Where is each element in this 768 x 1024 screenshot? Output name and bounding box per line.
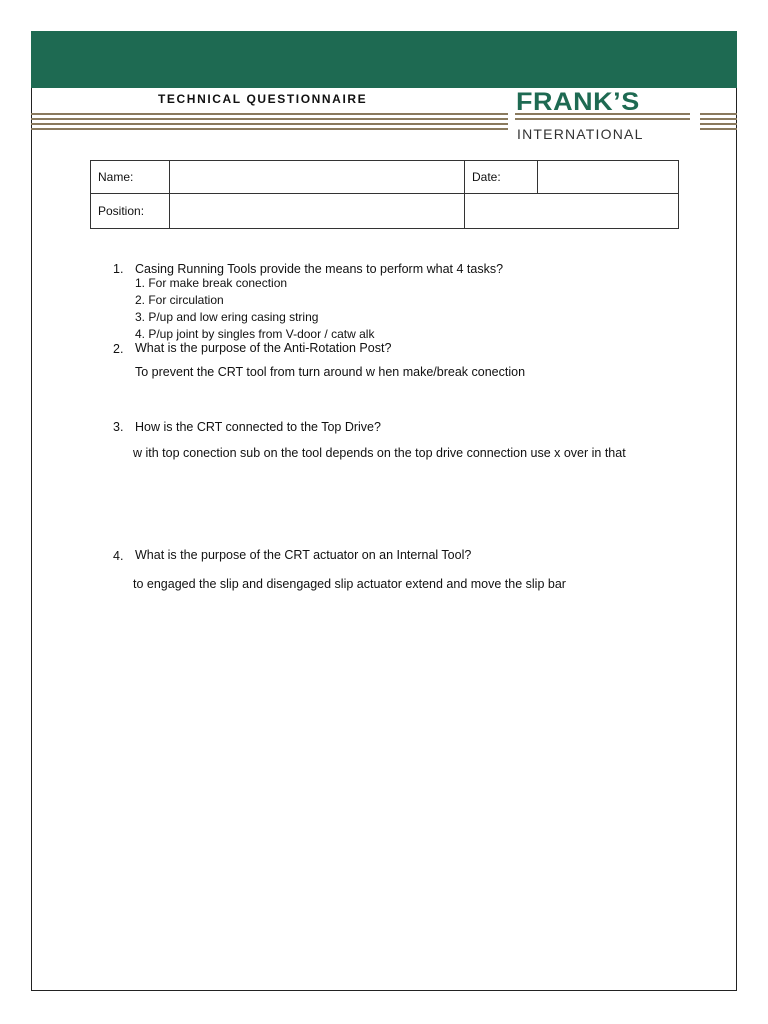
header-stripe (31, 128, 508, 130)
header-band (31, 31, 737, 88)
header-stripe (700, 128, 737, 130)
answer-item: 4. P/up joint by singles from V-door / catw alk (135, 327, 375, 341)
table-row (91, 161, 679, 194)
answer-text: To prevent the CRT tool from turn around w hen make/break conection (135, 365, 526, 379)
question-text: How is the CRT connected to the Top Drive? (135, 420, 381, 434)
header-stripe (31, 118, 508, 120)
header-stripe (700, 113, 737, 115)
answer-text: to engaged the slip and disengaged slip actuator extend and move the slip bar (133, 577, 566, 591)
answer-item: 3. P/up and low ering casing string (135, 310, 319, 324)
question-number: 1. (113, 262, 124, 276)
question-number: 4. (113, 549, 124, 563)
header-stripe (700, 118, 737, 120)
date-field[interactable] (538, 161, 679, 194)
question-number: 2. (113, 342, 124, 356)
answer-item: 2. For circulation (135, 293, 224, 307)
position-label: Position: (91, 194, 170, 229)
position-field[interactable] (170, 194, 465, 229)
name-field[interactable] (170, 161, 465, 194)
name-label: Name: (91, 161, 170, 194)
question-number: 3. (113, 420, 124, 434)
document-title: TECHNICAL QUESTIONNAIRE (158, 92, 368, 106)
date-label: Date: (465, 161, 538, 194)
company-logo-subtitle: INTERNATIONAL (517, 126, 644, 142)
company-logo: FRANK’S (516, 88, 640, 116)
answer-text: w ith top conection sub on the tool depends on the top drive connection use x over in that (133, 446, 626, 460)
info-table (90, 160, 679, 229)
table-row (91, 194, 679, 229)
question-text: What is the purpose of the CRT actuator on an Internal Tool? (135, 548, 472, 562)
header-stripe (31, 123, 508, 125)
answer-item: 1. For make break conection (135, 276, 288, 290)
header-stripe (515, 118, 690, 120)
header-stripe (700, 123, 737, 125)
question-text: Casing Running Tools provide the means to perform what 4 tasks? (135, 262, 504, 276)
empty-cell (465, 194, 679, 229)
header-stripe (31, 113, 508, 115)
question-text: What is the purpose of the Anti-Rotation Post? (135, 341, 392, 355)
